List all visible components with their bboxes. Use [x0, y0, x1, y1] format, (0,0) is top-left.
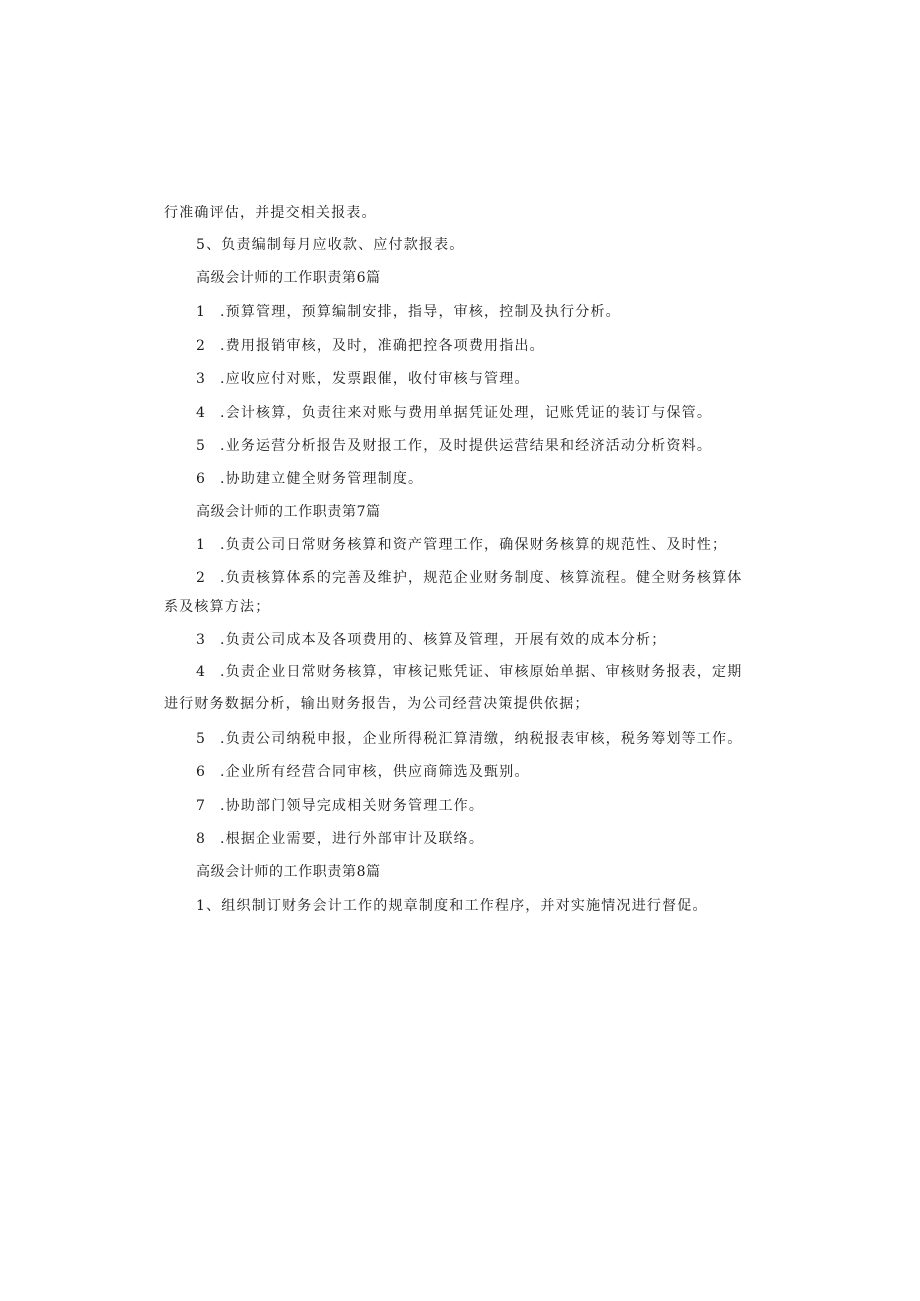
- section7-item-3: [196, 630, 666, 650]
- item-text: .预算管理，预算编制安排，指导，审核，控制及执行分析。: [220, 304, 621, 320]
- item-number: 3: [196, 632, 207, 648]
- section6-item-3: [196, 369, 530, 389]
- section5-item-5: 5、负责编制每月应收款、应付款报表。: [196, 237, 465, 253]
- section7-item-6: [196, 762, 530, 782]
- section7-item-7: [196, 796, 484, 816]
- item-number: 7: [196, 798, 207, 814]
- item-text: .会计核算，负责往来对账与费用单据凭证处理，记账凭证的装订与保管。: [220, 405, 713, 421]
- item-text: .企业所有经营合同审核，供应商筛选及甄别。: [220, 764, 530, 780]
- item-number: 3: [196, 371, 207, 387]
- section6-item-1: [196, 302, 621, 322]
- item-text: .协助建立健全财务管理制度。: [220, 471, 424, 487]
- item-number: 4: [196, 664, 207, 680]
- item-number: 1: [196, 537, 207, 553]
- item-text: .费用报销审核，及时，准确把控各项费用指出。: [220, 338, 545, 354]
- item-text: .应收应付对账，发票跟催，收付审核与管理。: [220, 371, 530, 387]
- section8-item-1: 1、组织制订财务会计工作的规章制度和工作程序，并对实施情况进行督促。: [196, 898, 708, 914]
- section6-item-5: [196, 436, 712, 456]
- section6-item-2: [196, 336, 545, 356]
- section7-item-4: [196, 662, 742, 682]
- item-number: 8: [196, 831, 207, 847]
- item-text: .根据企业需要，进行外部审计及联络。: [220, 831, 485, 847]
- section8-heading: 高级会计师的工作职责第8篇: [196, 864, 381, 880]
- section7-item-4-continuation: 进行财务数据分析，输出财务报告，为公司经营决策提供依据；: [164, 696, 590, 712]
- item-number: 6: [196, 471, 207, 487]
- item-text: .负责公司日常财务核算和资产管理工作，确保财务核算的规范性、及时性；: [220, 537, 728, 553]
- paragraph-continuation: 行准确评估，并提交相关报表。: [164, 205, 377, 221]
- item-text: .业务运营分析报告及财报工作，及时提供运营结果和经济活动分析资料。: [220, 438, 713, 454]
- item-number: 2: [196, 338, 207, 354]
- item-number: 1: [196, 304, 207, 320]
- section7-item-2: [196, 568, 742, 588]
- section6-heading: 高级会计师的工作职责第6篇: [196, 270, 381, 286]
- item-number: 2: [196, 570, 207, 586]
- item-number: 4: [196, 405, 207, 421]
- section6-item-4: [196, 403, 712, 423]
- item-text: .负责核算体系的完善及维护，规范企业财务制度、核算流程。健全财务核算体: [220, 570, 743, 586]
- section6-item-6: [196, 469, 423, 489]
- item-text: .负责企业日常财务核算，审核记账凭证、审核原始单据、审核财务报表，定期: [220, 664, 743, 680]
- item-text: .协助部门领导完成相关财务管理工作。: [220, 798, 485, 814]
- item-number: 6: [196, 764, 207, 780]
- item-number: 5: [196, 731, 207, 747]
- item-text: .负责公司纳税申报，企业所得税汇算清缴，纳税报表审核，税务筹划等工作。: [220, 731, 743, 747]
- section7-item-8: [196, 829, 484, 849]
- item-number: 5: [196, 438, 207, 454]
- section7-item-5: [196, 729, 742, 749]
- section7-item-2-continuation: 系及核算方法；: [164, 599, 271, 615]
- item-text: .负责公司成本及各项费用的、核算及管理，开展有效的成本分析；: [220, 632, 667, 648]
- section7-item-1: [196, 535, 727, 555]
- section7-heading: 高级会计师的工作职责第7篇: [196, 504, 381, 520]
